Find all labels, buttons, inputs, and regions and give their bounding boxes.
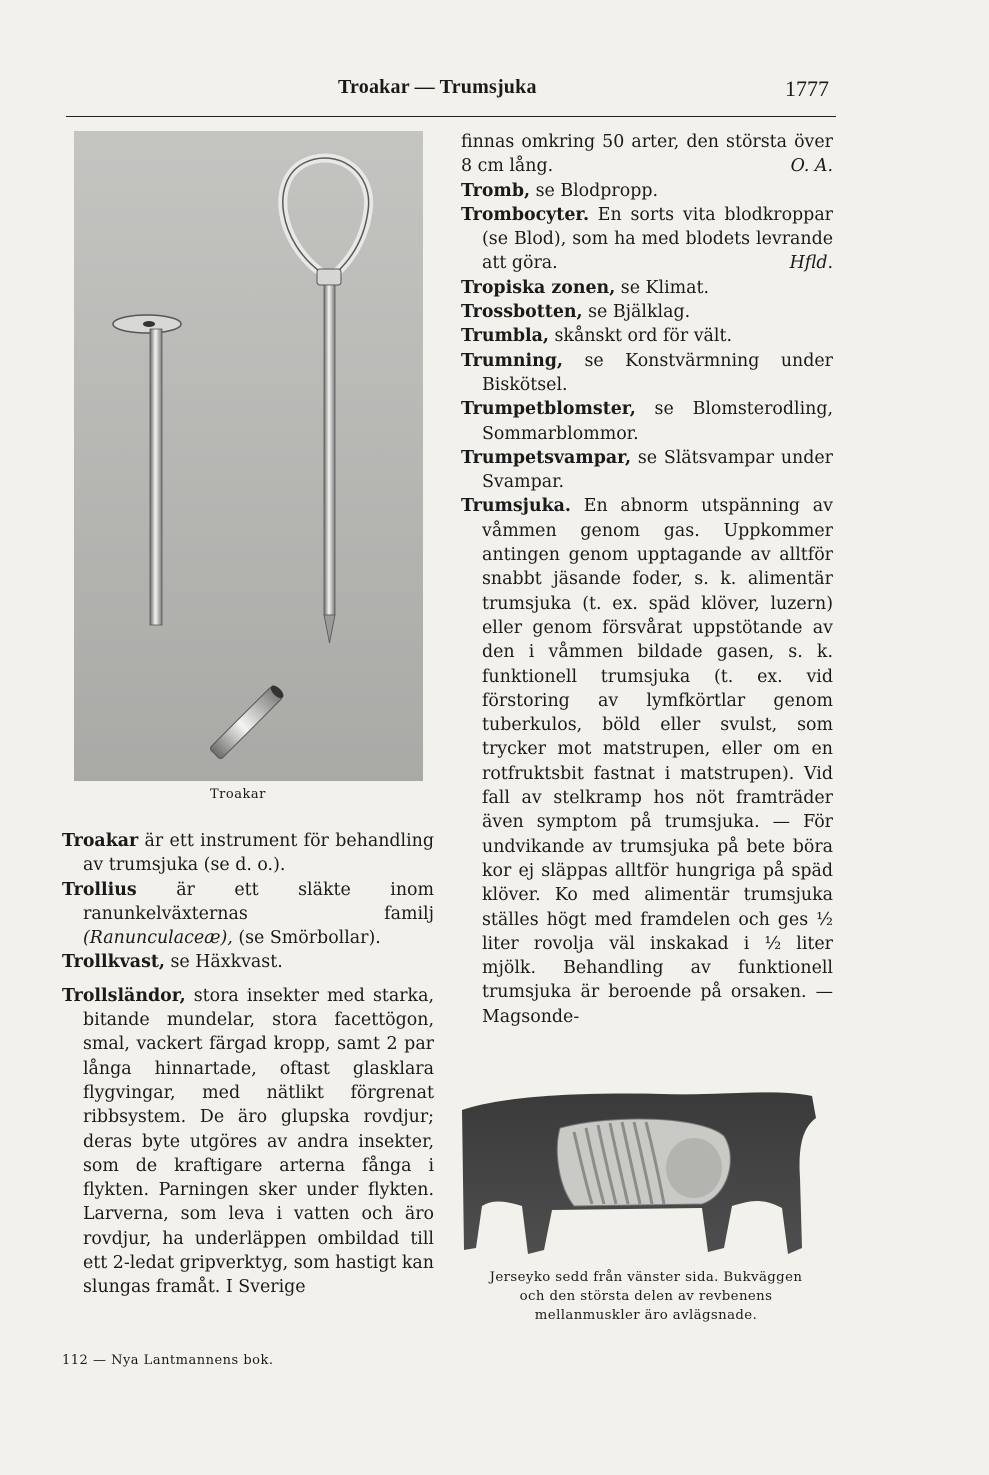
entry-trumpetsvampar <box>461 446 833 495</box>
entry-term: Trumbla, <box>461 326 549 347</box>
entry-latin-name: (Ranunculaceæ), <box>83 928 233 949</box>
entry-trumsjuka <box>461 494 833 1029</box>
page-footer: 112 — Nya Lantmannens bok. <box>62 1353 274 1368</box>
right-column <box>461 130 833 1029</box>
entry-text: skånskt ord för vält. <box>548 326 732 347</box>
entry-text: se Slätsvampar under Svampar. <box>482 447 833 493</box>
entry-troakar <box>62 829 434 878</box>
entry-term: Trumning, <box>461 350 563 371</box>
entry-tropiska-zonen <box>461 276 833 300</box>
entry-trombocyter <box>461 203 833 276</box>
stylet-collar <box>317 269 341 285</box>
entry-text: se Konstvärmning under Biskötsel. <box>482 350 833 395</box>
entry-term: Troakar <box>62 831 139 851</box>
cow-illustration <box>462 1088 819 1261</box>
entry-text: se Klimat. <box>615 277 710 298</box>
page-number: 1777 <box>785 76 829 101</box>
entry-text: En sorts vita blodkroppar (se Blod), som ha med blodets levrande att göra. <box>482 204 833 274</box>
continued-text <box>461 130 833 179</box>
author-signature: Hfld. <box>789 253 833 274</box>
rumen-bulge <box>666 1138 722 1198</box>
entry-term: Trollsländor, <box>62 985 186 1006</box>
entry-term: Trossbotten, <box>461 302 583 323</box>
running-head: Troakar — Trumsjuka <box>338 76 537 98</box>
cow-photo <box>462 1088 819 1261</box>
cow-caption: Jerseyko sedd från vänster sida. Bukväggen och den största delen av revbenens mellanmuskler äro avlägsnade. <box>489 1270 803 1323</box>
entry-trollius <box>62 878 434 951</box>
entry-text: är ett släkte inom ranunkelväxternas familj <box>83 879 434 924</box>
entry-text: En abnorm utspänning av våmmen genom gas. Uppkommer antingen genom upptagande av alltför snabbt jäsande foder, s. k. alimentär trumsjuka (t. ex. späd klöver, luzern) eller genom försvårat uppstötande av den i våmmen bildade gasen, s. k. funktionell trumsjuka (t. ex. vid förstoring av lymfkörtlar genom tuberkulos, böld eller svulst, som trycker mot matstrupen, eller om en rotfruktsbit fastnat i matstrupen). Vid fall av stelkramp hos nöt framträder även symptom på trumsjuka. — För undvikande av trumsjuka på bete böra kor ej släppas alltför hungriga på späd klöver. Ko med alimentär trumsjuka ställes högt med framdelen och ges ½ liter rovolja väl inskakad i ½ liter mjölk. Behandling av funktionell trumsjuka är beroende på orsaken. — Magsonde- <box>482 496 833 1027</box>
author-signature: O. A. <box>790 156 833 177</box>
troakar-caption: Troakar <box>210 787 266 802</box>
entry-term: Trombocyter. <box>461 204 590 225</box>
entry-term: Tropiska zonen, <box>461 277 616 298</box>
entry-text: se Blodpropp. <box>530 180 658 201</box>
entry-text: är ett instrument för behandling av trumsjuka (se d. o.). <box>83 831 434 876</box>
header-rule <box>66 116 836 117</box>
troakar-illustration <box>74 131 423 781</box>
entry-trollslandor <box>62 984 434 1300</box>
entry-trossbotten <box>461 300 833 324</box>
entry-text: se Blomsterodling, Sommarblommor. <box>482 399 833 444</box>
cannula-tube <box>150 329 162 625</box>
entry-trumning <box>461 349 833 398</box>
entry-trollkvast <box>62 950 434 974</box>
entry-term: Trumpetsvampar, <box>461 447 632 468</box>
entry-term: Trumsjuka. <box>461 496 571 517</box>
continued-text-body: finnas omkring 50 arter, den största över 8 cm lång. <box>461 132 833 177</box>
entry-trumpetblomster <box>461 397 833 446</box>
stylet-shaft <box>324 285 335 615</box>
troakar-photo <box>74 131 423 781</box>
entry-text-after: (se Smörbollar). <box>232 928 381 949</box>
entry-trumbla <box>461 324 833 348</box>
entry-term: Tromb, <box>461 180 531 201</box>
entry-text: se Bjälklag. <box>582 302 691 323</box>
entry-text: stora insekter med starka, bitande mundelar, stora facettögon, smal, vackert färgad kropp, samt 2 par långa hinnartade, oftast glasklara flygvingar, med nätlikt förgrenat ribbsystem. De äro glupska rovdjur; deras byte utgöres av andra insekter, som de kraftigare arterna fånga i flykten. Parningen sker under flykten. Larverna, som leva i vatten och äro rovdjur, ha underläppen ombildad till ett 2-ledat gripverktyg, som hastigt kan slungas framåt. I Sverige <box>83 985 434 1298</box>
entry-term: Trollius <box>62 879 137 900</box>
entry-term: Trollkvast, <box>62 952 165 973</box>
entry-text: se Häxkvast. <box>164 952 283 973</box>
left-column <box>62 829 434 1300</box>
entry-tromb <box>461 179 833 203</box>
entry-term: Trumpetblomster, <box>461 399 636 420</box>
